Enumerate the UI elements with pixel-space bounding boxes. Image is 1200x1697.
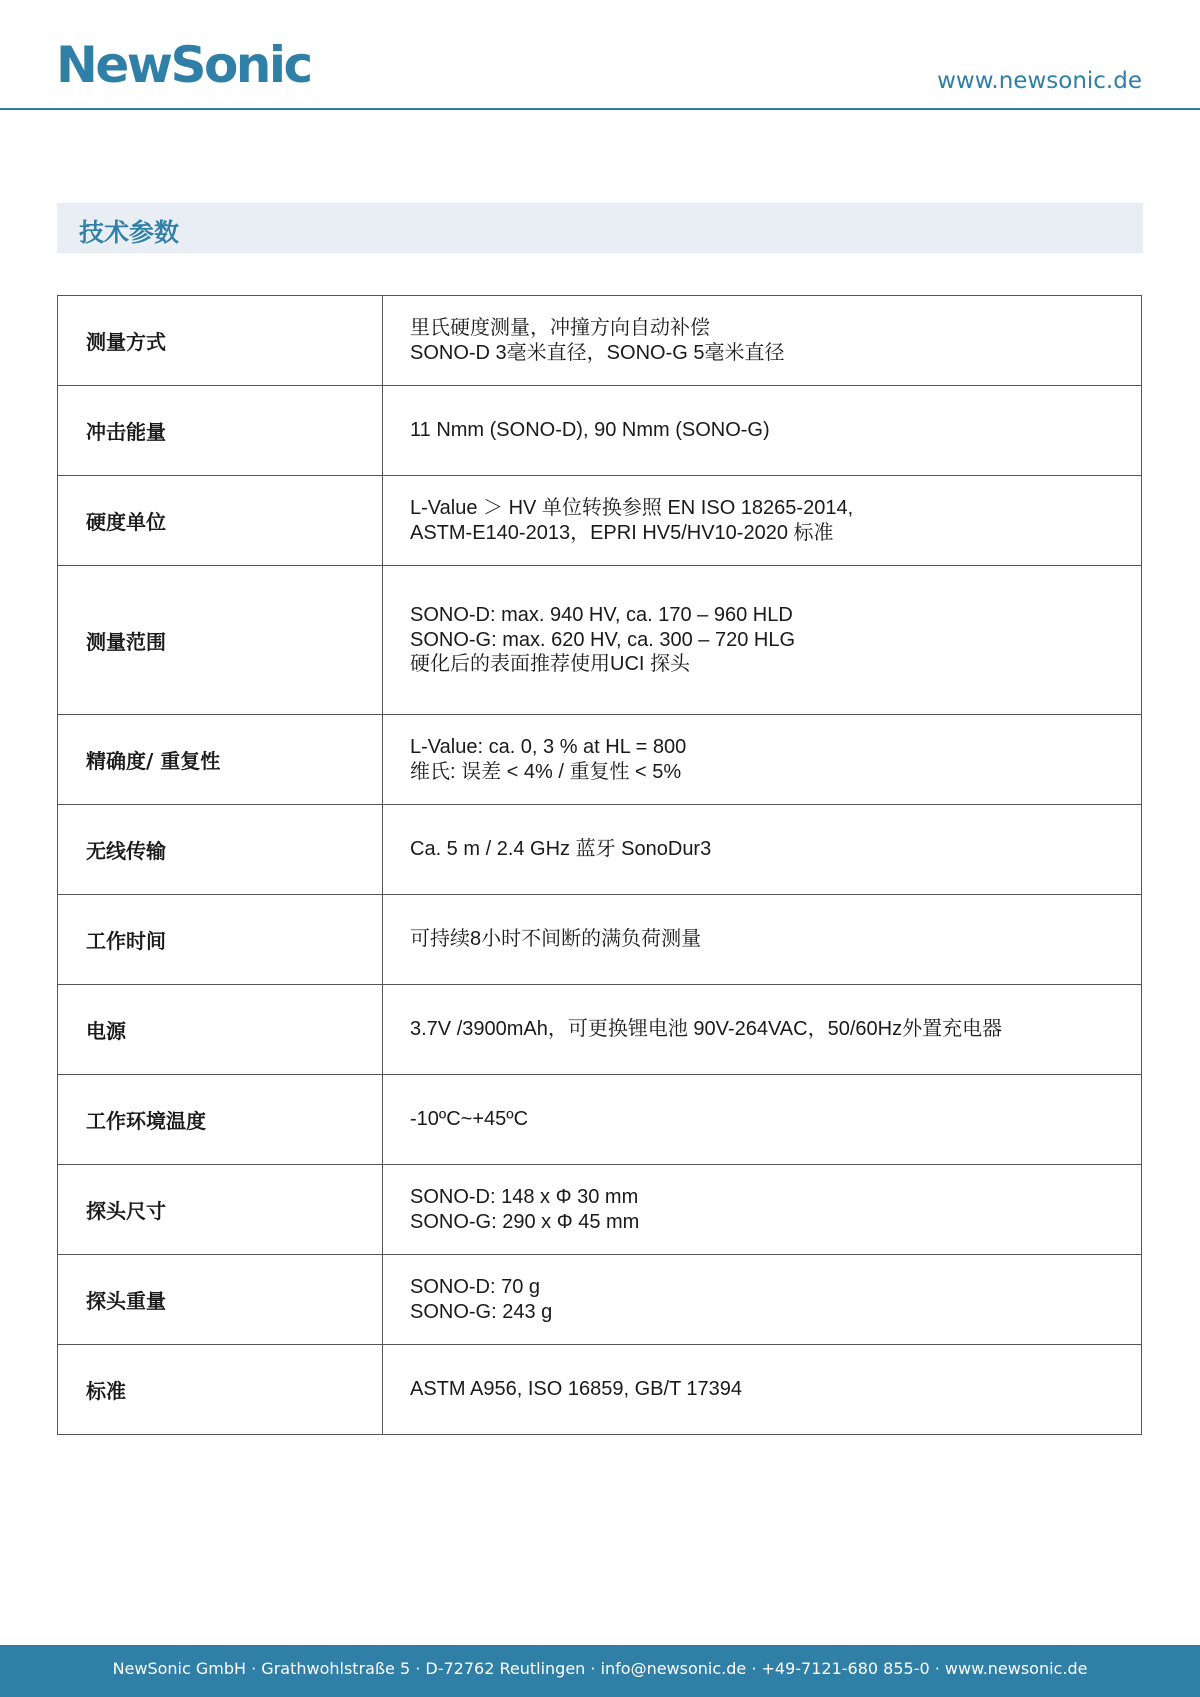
spec-value-line: 3.7V /3900mAh，可更换锂电池 90V-264VAC，50/60Hz外置充电器: [410, 1018, 1003, 1041]
spec-label: 精确度/ 重复性: [58, 715, 383, 805]
spec-label: 工作环境温度: [58, 1075, 383, 1165]
spec-value-line: SONO-D 3毫米直径，SONO-G 5毫米直径: [410, 341, 785, 364]
spec-label: 测量方式: [58, 296, 383, 386]
spec-value-line: SONO-G: max. 620 HV, ca. 300 – 720 HLG: [410, 628, 795, 651]
page-header: [0, 0, 1200, 110]
table-row: [58, 296, 1142, 386]
spec-value: [383, 476, 1142, 566]
spec-value-line: SONO-D: 70 g: [410, 1276, 541, 1299]
spec-value: [383, 895, 1142, 985]
spec-label: 测量范围: [58, 566, 383, 715]
table-row: [58, 476, 1142, 566]
spec-label: 工作时间: [58, 895, 383, 985]
page-footer: [0, 1645, 1200, 1697]
table-row: [58, 1255, 1142, 1345]
header-website: www.newsonic.de: [937, 68, 1142, 94]
table-row: [58, 715, 1142, 805]
table-row: [58, 566, 1142, 715]
spec-value: [383, 566, 1142, 715]
spec-value-line: L-Value ＞ HV 单位转换参照 EN ISO 18265-2014,: [410, 497, 854, 520]
spec-value: [383, 805, 1142, 895]
table-row: [58, 985, 1142, 1075]
spec-value-line: 可持续8小时不间断的满负荷测量: [410, 928, 702, 951]
specifications-table: [57, 295, 1142, 1435]
table-row: [58, 1345, 1142, 1435]
spec-value-line: SONO-D: max. 940 HV, ca. 170 – 960 HLD: [410, 604, 793, 627]
spec-value-line: 维氏: 误差 < 4% / 重复性 < 5%: [410, 760, 682, 783]
table-row: [58, 386, 1142, 476]
table-row: [58, 805, 1142, 895]
table-row: [58, 1165, 1142, 1255]
spec-label: 电源: [58, 985, 383, 1075]
section-title: 技术参数: [79, 218, 180, 247]
spec-value-line: 硬化后的表面推荐使用UCI 探头: [410, 653, 690, 676]
spec-value-line: ASTM-E140-2013，EPRI HV5/HV10-2020 标准: [410, 521, 834, 544]
table-row: [58, 895, 1142, 985]
newsonic-logo: NewSonic: [56, 36, 311, 94]
spec-value: [383, 1165, 1142, 1255]
spec-label: 标准: [58, 1345, 383, 1435]
spec-value-line: SONO-D: 148 x Φ 30 mm: [410, 1186, 639, 1209]
spec-value-line: Ca. 5 m / 2.4 GHz 蓝牙 SonoDur3: [410, 838, 712, 861]
spec-label: 硬度单位: [58, 476, 383, 566]
spec-value-line: ASTM A956, ISO 16859, GB/T 17394: [410, 1378, 743, 1401]
spec-label: 探头重量: [58, 1255, 383, 1345]
spec-value-line: 11 Nmm (SONO-D), 90 Nmm (SONO-G): [410, 419, 770, 442]
spec-value: [383, 1345, 1142, 1435]
spec-value: [383, 715, 1142, 805]
spec-label: 探头尺寸: [58, 1165, 383, 1255]
spec-value-line: L-Value: ca. 0, 3 % at HL = 800: [410, 736, 687, 759]
spec-value: [383, 1255, 1142, 1345]
spec-value-line: SONO-G: 243 g: [410, 1300, 553, 1323]
section-heading-bar: [57, 203, 1143, 253]
spec-value: [383, 1075, 1142, 1165]
spec-value-line: SONO-G: 290 x Φ 45 mm: [410, 1210, 640, 1233]
spec-value: [383, 985, 1142, 1075]
spec-label: 冲击能量: [58, 386, 383, 476]
spec-value-line: 里氏硬度测量，冲撞方向自动补偿: [410, 317, 710, 340]
spec-value: [383, 296, 1142, 386]
spec-value-line: -10ºC~+45ºC: [410, 1108, 529, 1131]
footer-contact-text: NewSonic GmbH · Grathwohlstraße 5 · D-72762 Reutlingen · info@newsonic.de · +49-7121-680 855-0 · www.newsonic.de: [112, 1659, 1088, 1678]
spec-value: [383, 386, 1142, 476]
spec-label: 无线传输: [58, 805, 383, 895]
table-row: [58, 1075, 1142, 1165]
